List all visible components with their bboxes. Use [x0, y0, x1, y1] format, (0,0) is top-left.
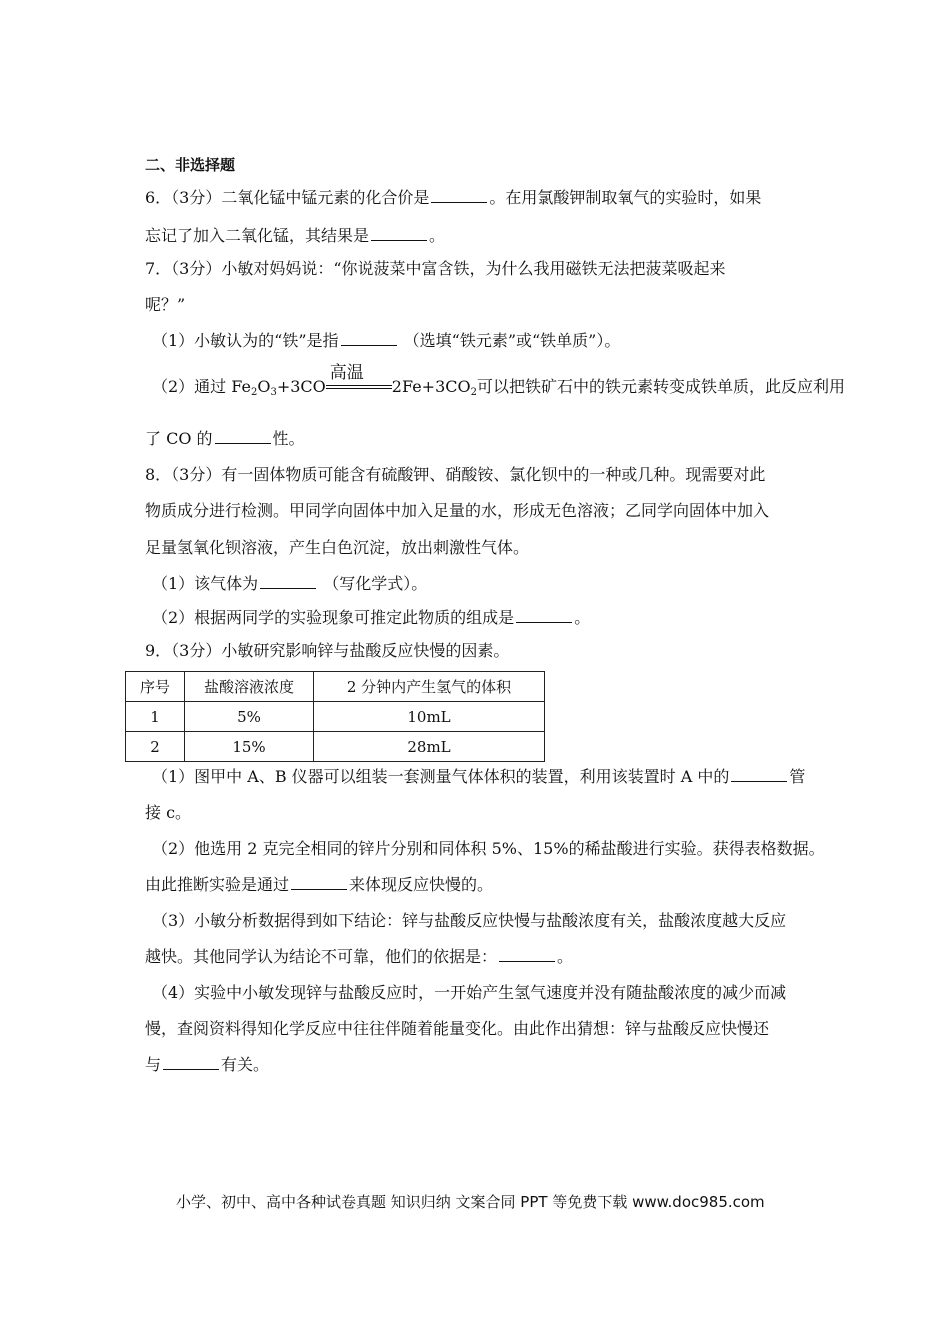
- q9-part4-text-b: 有关。: [221, 1055, 270, 1074]
- q7-part2-text-b: 性。: [272, 429, 305, 448]
- equals-bar-top: [326, 385, 392, 386]
- q8-part2-text-b: 。: [574, 608, 591, 627]
- answer-blank: [341, 331, 397, 346]
- q9-part4-line3: [145, 1054, 269, 1076]
- table-row: [126, 732, 545, 762]
- q9-part3-text-b: 。: [557, 947, 574, 966]
- q9-part4-text-a: 与: [145, 1055, 162, 1074]
- table-cell: 2: [126, 732, 185, 762]
- q9-part1-text-b: 管: [789, 767, 806, 786]
- answer-blank: [215, 429, 271, 444]
- q7-line1: 7．（3分）小敏对妈妈说：“你说菠菜中富含铁，为什么我用磁铁无法把菠菜吸起来: [145, 259, 726, 278]
- q9-part1: [152, 766, 805, 788]
- q9-part2-line2: [145, 874, 493, 896]
- q9-part2-text-b: 来体现反应快慢的。: [349, 875, 494, 894]
- q7-part2-line2: [145, 428, 305, 450]
- data-table: [125, 671, 545, 762]
- q6-text-c: 忘记了加入二氧化锰，其结果是: [145, 226, 370, 245]
- q8-part1-text-a: （1）该气体为: [152, 574, 259, 593]
- q9-part3-text-a: 越快。其他同学认为结论不可靠，他们的依据是：: [145, 947, 498, 966]
- table-row: [126, 702, 545, 732]
- q6-line1: [145, 187, 761, 209]
- equals-bar-bottom: [326, 388, 392, 389]
- answer-blank: [260, 574, 316, 589]
- answer-blank: [731, 767, 787, 782]
- q9-part1-text-a: （1）图甲中 A、B 仪器可以组装一套测量气体体积的装置，利用该装置时 A 中的: [152, 767, 730, 786]
- q7-eq-products: 2Fe+3CO: [391, 377, 471, 396]
- q8-line2: 物质成分进行检测。甲同学向固体中加入足量的水，形成无色溶液；乙同学向固体中加入: [145, 501, 770, 520]
- q6-text-d: 。: [429, 226, 446, 245]
- q9-part2: （2）他选用 2 克完全相同的锌片分别和同体积 5%、15%的稀盐酸进行实验。获得表格数据。: [152, 839, 825, 858]
- q9-part2-text-a: 由此推断实验是通过: [145, 875, 290, 894]
- q6-text-a: 6．（3分）二氧化锰中锰元素的化合价是: [145, 188, 430, 207]
- q6-line2: [145, 225, 445, 247]
- q7-line2: 呢？”: [145, 295, 186, 314]
- table-header-cell: 序号: [126, 672, 185, 702]
- answer-blank: [163, 1055, 219, 1070]
- page-footer[interactable]: 小学、初中、高中各种试卷真题 知识归纳 文案合同 PPT 等免费下载 www.doc985.com: [176, 1193, 765, 1211]
- answer-blank: [431, 188, 487, 203]
- q7-part2-text-a: 了 CO 的: [145, 429, 213, 448]
- q8-part2: [152, 607, 590, 629]
- q9-part3: （3）小敏分析数据得到如下结论：锌与盐酸反应快慢与盐酸浓度有关，盐酸浓度越大反应: [152, 911, 787, 930]
- table-cell: 10mL: [314, 702, 545, 732]
- q9-line1: 9．（3分）小敏研究影响锌与盐酸反应快慢的因素。: [145, 641, 510, 660]
- q7-eq-fe: （2）通过 Fe: [152, 377, 251, 396]
- q7-part1-text-b: （选填“铁元素”或“铁单质”）。: [403, 331, 621, 350]
- reaction-condition-label: 高温: [329, 363, 364, 383]
- q7-eq-explanation: 可以把铁矿石中的铁元素转变成铁单质，此反应利用: [477, 377, 846, 396]
- table-cell: 5%: [185, 702, 314, 732]
- q8-part1-text-b: （写化学式）。: [323, 574, 428, 593]
- reaction-condition: [326, 363, 392, 398]
- q7-part2: [152, 363, 846, 404]
- table-header-row: [126, 672, 545, 702]
- q8-part2-text-a: （2）根据两同学的实验现象可推定此物质的组成是: [152, 608, 515, 627]
- q8-line3: 足量氢氧化钡溶液，产生白色沉淀，放出刺激性气体。: [145, 538, 530, 557]
- answer-blank: [499, 947, 555, 962]
- q7-part1: [152, 330, 620, 352]
- q8-line1: 8．（3分）有一固体物质可能含有硫酸钾、硝酸铵、氯化钡中的一种或几种。现需要对此: [145, 465, 766, 484]
- subscript: 2: [250, 387, 258, 398]
- section-title: 二、非选择题: [145, 156, 236, 174]
- table-header-cell: 2 分钟内产生氢气的体积: [314, 672, 545, 702]
- q7-eq-o: O: [257, 377, 271, 396]
- answer-blank: [291, 875, 347, 890]
- q9-part3-line2: [145, 946, 573, 968]
- table-header-cell: 盐酸溶液浓度: [185, 672, 314, 702]
- answer-blank: [371, 226, 427, 241]
- table-cell: 1: [126, 702, 185, 732]
- subscript: 3: [270, 387, 277, 398]
- q7-part1-text-a: （1）小敏认为的“铁”是指: [152, 331, 339, 350]
- q9-part1-line2: 接 c。: [145, 803, 192, 822]
- q6-text-b: 。在用氯酸钾制取氧气的实验时，如果: [489, 188, 762, 207]
- q8-part1: [152, 573, 427, 595]
- table-cell: 15%: [185, 732, 314, 762]
- q9-part4: （4）实验中小敏发现锌与盐酸反应时，一开始产生氢气速度并没有随盐酸浓度的减少而减: [152, 983, 787, 1002]
- q7-eq-co: +3CO: [276, 377, 326, 396]
- answer-blank: [516, 608, 572, 623]
- table-cell: 28mL: [314, 732, 545, 762]
- subscript: 2: [470, 387, 477, 398]
- q9-part4-line2: 慢，查阅资料得知化学反应中往往伴随着能量变化。由此作出猜想：锌与盐酸反应快慢还: [145, 1019, 770, 1038]
